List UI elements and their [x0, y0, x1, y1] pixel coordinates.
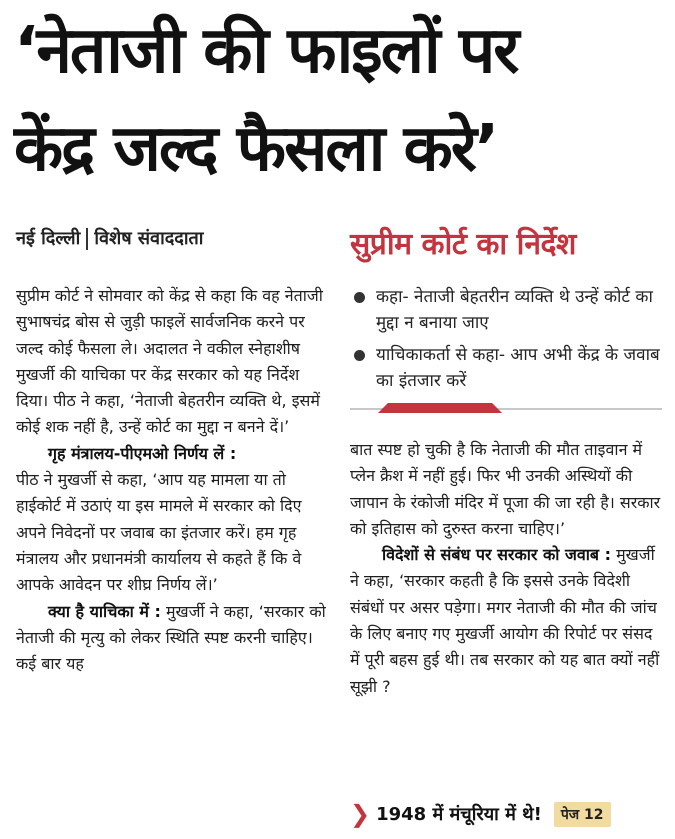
article-column-right: [350, 437, 664, 700]
page-badge[interactable]: पेज 12: [554, 802, 611, 827]
bullet-icon: [354, 292, 365, 303]
headline: [14, 2, 664, 198]
key-point-text: कहा- नेताजी बेहतरीन व्यक्ति थे उन्हें कोर्ट का मुद्दा न बनाया जाए: [376, 287, 653, 333]
headline-line-2: केंद्र जल्द फैसला करे’: [14, 112, 498, 186]
article-paragraph: [350, 542, 664, 700]
article-column-left: [16, 283, 334, 677]
article-text: मुखर्जी ने कहा, ‘सरकार को नेताजी की मृत्यु को लेकर स्थिति स्पष्ट करनी चाहिए। कई बार यह: [16, 601, 326, 674]
bullet-icon: [354, 350, 365, 361]
key-point: [354, 284, 664, 336]
article-paragraph: बात स्पष्ट हो चुकी है कि नेताजी की मौत ताइवान में प्लेन क्रैश में नहीं हुई। फिर भी उनकी अस्थियों की जापान के रंकोजी मंदिर में पूजा की जा रही है। सरकार को इतिहास को दुरुस्त करना चाहिए।’: [350, 440, 661, 538]
article-paragraph: [16, 599, 334, 678]
byline-location: नई दिल्ली: [16, 228, 81, 249]
article-paragraph: सुप्रीम कोर्ट ने सोमवार को केंद्र से कहा कि वह नेताजी सुभाषचंद्र बोस से जुड़ी फाइलें सार्वजनिक करने पर जल्द कोई फैसला ले। अदालत ने वकील स्नेहाशीष मुखर्जी की याचिका पर केंद्र सरकार को यह निर्देश दिया। पीठ ने कहा, ‘नेताजी बेहतरीन व्यक्ति थे, इसमें कोई शक नहीं है, उन्हें कोर्ट का मुद्दा न बनने दें।’: [16, 286, 323, 437]
article-subhead: क्या है याचिका में :: [48, 601, 161, 621]
byline-separator: [86, 228, 88, 250]
article-subhead: विदेशों से संबंध पर सरकार को जवाब :: [382, 545, 612, 565]
teaser-text: 1948 में मंचूरिया में थे!: [376, 804, 542, 825]
byline: [16, 226, 203, 250]
article-paragraph: पीठ ने मुखर्जी से कहा, ‘आप यह मामला या तो हाईकोर्ट में उठाएं या इस मामले में सरकार को दिए अपने निवेदनों पर जवाब का इंतजार करें। हम गृह मंत्रालय और प्रधानमंत्री कार्यालय से कहते हैं कि वे आपके आवेदन पर शीघ्र निर्णय लें।’: [16, 470, 302, 595]
box-divider-accent: [378, 403, 502, 413]
teaser[interactable]: [350, 800, 611, 828]
headline-line-1: ‘नेताजी की फाइलों पर: [14, 14, 518, 88]
key-point: [354, 342, 664, 394]
article-subhead: गृह मंत्रालय-पीएमओ निर्णय लें :: [48, 443, 237, 463]
byline-reporter: विशेष संवाददाता: [94, 228, 204, 249]
key-point-text: याचिकाकर्ता से कहा- आप अभी केंद्र के जवाब का इंतजार करें: [376, 345, 660, 391]
box-title: सुप्रीम कोर्ट का निर्देश: [350, 227, 576, 262]
article-paragraph: [16, 441, 334, 467]
chevron-right-icon: ❯: [350, 800, 371, 828]
key-points: [354, 284, 664, 400]
article-text: मुखर्जी ने कहा, ‘सरकार कहती है कि इससे उनके विदेशी संबंधों पर असर पड़ेगा। मगर नेताजी की मौत की जांच के लिए बनाए गए मुखर्जी आयोग की रिपोर्ट पर संसद में पूरी बहस हुई थी। तब सरकार को यह बात क्यों नहीं सूझी ?: [350, 545, 660, 696]
